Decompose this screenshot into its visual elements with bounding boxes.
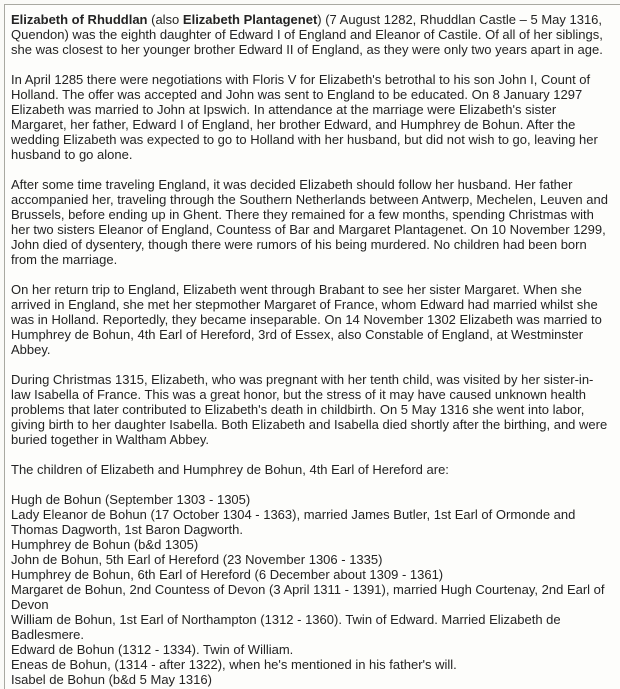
children-list (11, 492, 608, 687)
list-item: Lady Eleanor de Bohun (17 October 1304 - 1363), married James Butler, 1st Earl of Ormonde and Thomas Dagworth, 1st Baron Dagworth. (11, 507, 576, 537)
article-body (11, 12, 608, 477)
text-run: After some time traveling England, it was decided Elizabeth should follow her husband. Her father accompanied her, traveling through the Southern Netherlands between Antwerp, Mechelen, Leuven and Brussels, before ending up in Ghent. There they remained for a few months, spending Christmas with her two sisters Eleanor of England, Countess of Bar and Margaret Plantagenet. On 10 November 1299, John died of dysentery, though there were rumors of his being murdered. No children had been born from the marriage. (11, 177, 608, 267)
document-page (4, 4, 620, 689)
list-item: Margaret de Bohun, 2nd Countess of Devon (3 April 1311 - 1391), married Hugh Courtenay, 2nd Earl of Devon (11, 582, 605, 612)
text-run: On her return trip to England, Elizabeth went through Brabant to see her sister Margaret. When she arrived in England, she met her stepmother Margaret of France, whom Edward had married whilst she was in Holland. Reportedly, they became inseparable. On 14 November 1302 Elizabeth was married to Humphrey de Bohun, 4th Earl of Hereford, 3rd of Essex, also Constable of England, at Westminster Abbey. (11, 282, 602, 357)
paragraph (11, 282, 608, 357)
list-item: Humphrey de Bohun, 6th Earl of Hereford (6 December about 1309 - 1361) (11, 567, 444, 582)
list-item: John de Bohun, 5th Earl of Hereford (23 November 1306 - 1335) (11, 552, 383, 567)
list-item: Isabel de Bohun (b&d 5 May 1316) (11, 672, 212, 687)
bold-text-run: Elizabeth of Rhuddlan (11, 12, 148, 27)
text-run: In April 1285 there were negotiations with Floris V for Elizabeth's betrothal to his son John I, Count of Holland. The offer was accepted and John was sent to England to be educated. On 8 January 1297 Elizabeth was married to John at Ipswich. In attendance at the marriage were Elizabeth's sister Margaret, her father, Edward I of England, her brother Edward, and Humphrey de Bohun. After the wedding Elizabeth was expected to go to Holland with her husband, but did not wish to go, leaving her husband to go alone. (11, 72, 598, 162)
list-item: Edward de Bohun (1312 - 1334). Twin of William. (11, 642, 294, 657)
paragraph (11, 12, 608, 57)
list-item: Humphrey de Bohun (b&d 1305) (11, 537, 199, 552)
text-run: During Christmas 1315, Elizabeth, who was pregnant with her tenth child, was visited by her sister-in-law Isabella of France. This was a great honor, but the stress of it may have caused unknown health problems that later contributed to Elizabeth's death in childbirth. On 5 May 1316 she went into labor, giving birth to her daughter Isabella. Both Elizabeth and Isabella died shortly after the birthing, and were buried together in Waltham Abbey. (11, 372, 608, 447)
list-item: Hugh de Bohun (September 1303 - 1305) (11, 492, 251, 507)
text-run: The children of Elizabeth and Humphrey de Bohun, 4th Earl of Hereford are: (11, 462, 449, 477)
paragraph (11, 372, 608, 447)
list-item: William de Bohun, 1st Earl of Northampton (1312 - 1360). Twin of Edward. Married Elizabeth de Badlesmere. (11, 612, 561, 642)
bold-text-run: Elizabeth Plantagenet (182, 12, 318, 27)
paragraph (11, 177, 608, 267)
paragraph (11, 72, 608, 162)
paragraph (11, 462, 608, 477)
list-item: Eneas de Bohun, (1314 - after 1322), when he's mentioned in his father's will. (11, 657, 457, 672)
text-run: (also (147, 12, 183, 27)
text-run: ) (7 August 1282, Rhuddlan Castle – 5 May 1316, Quendon) was the eighth daughter of Edward I of England and Eleanor of Castile. Of all of her siblings, she was closest to her younger brother Edward II of England, as they were only two years apart in age. (11, 12, 603, 57)
